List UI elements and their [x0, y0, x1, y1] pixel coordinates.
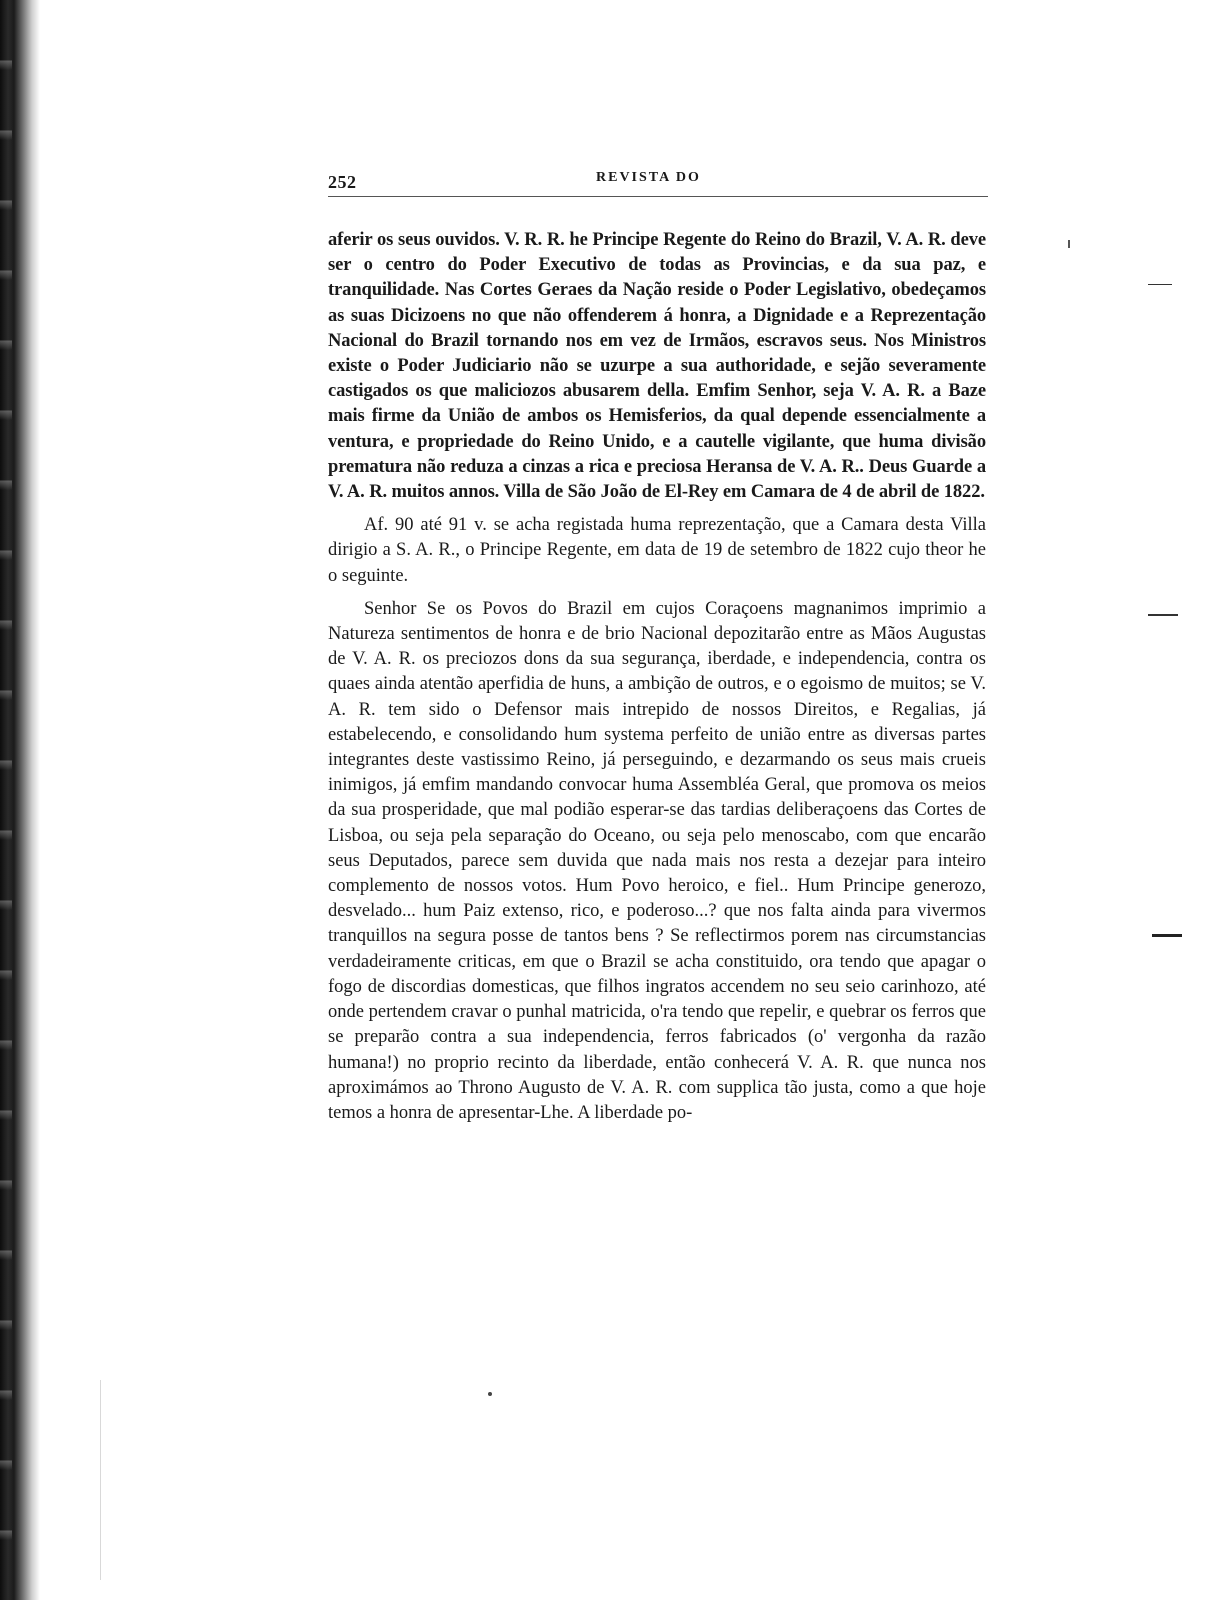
- header-rule: [328, 196, 988, 197]
- ink-speck: [488, 1392, 492, 1396]
- running-title: REVISTA DO: [596, 170, 701, 185]
- scan-artifact-line: [100, 1380, 101, 1580]
- running-header: [328, 168, 986, 194]
- book-page: [328, 168, 986, 1126]
- margin-mark: [1152, 934, 1182, 937]
- paragraph: Af. 90 até 91 v. se acha registada huma reprezentação, que a Camara desta Villa dirigio a S. A. R., o Principe Regente, em data de 19 de setembro de 1822 cujo theor he o seguinte.: [328, 515, 986, 586]
- paragraph: Senhor Se os Povos do Brazil em cujos Coraçoens magnanimos imprimio a Natureza sentimentos de honra e de brio Nacional depozitarão entre as Mãos Augustas de V. A. R. os preciozos dons da sua segurança, iberdade, e independencia, contra os quaes ainda atentão aperfidia de huns, a ambição de outros, e o egoismo de muitos; se V. A. R. tem sido o Defensor mais intrepido de nossos Direitos, e Regalias, já estabelecendo, e consolidando hum systema perfeito de união entre as diversas partes integrantes deste vastissimo Reino, já perseguindo, e dezarmando os seus mais crueis inimigos, já emfim mandando convocar huma Assembléa Geral, que promova os meios da sua prosperidade, que mal podião esperar-se das tardias deliberaçoens das Cortes de Lisboa, ou seja pela separação do Oceano, ou seja pelo menoscabo, com que encarão seus Deputados, parece sem duvida que nada mais nos resta a dezejar para inteiro complemento de nossos votos. Hum Povo heroico, e fiel.. Hum Principe generozo, desvelado... hum Paiz extenso, rico, e poderoso...? que nos falta ainda para vivermos tranquillos na segura posse de tantos bens ? Se reflectirmos porem nas circumstancias verdadeiramente criticas, em que o Brazil se acha constituido, ora tendo que apagar o fogo de discordias domesticas, que filhos ingratos accendem no seu seio carinhozo, até onde pertendem cravar o punhal matricida, o'ra tendo que repelir, e quebrar os ferros que se preparão contra a sua independencia, ferros fabricados (o' vergonha da razão humana!) no proprio recinto da liberdade, então conhecerá V. A. R. que nunca nos aproximámos ao Throno Augusto de V. A. R. com supplica tão justa, como a que hoje temos a honra de apresentar-Lhe. A liberdade po-: [328, 598, 986, 1123]
- body-text: [328, 228, 986, 1126]
- margin-mark: [1068, 240, 1070, 248]
- paragraph: aferir os seus ouvidos. V. R. R. he Principe Regente do Reino do Brazil, V. A. R. deve ser o centro do Poder Executivo de todas as Provincias, e da sua paz, e tranquilidade. Nas Cortes Geraes da Nação reside o Poder Legislativo, obedeçamos as suas Dicizoens no que não offenderem á honra, a Dignidade e a Reprezentação Nacional do Brazil tornando nos em vez de Irmãos, escravos seus. Nos Ministros existe o Poder Judiciario não se uzurpe a sua authoridade, e sejão severamente castigados os que maliciozos abusarem della. Emfim Senhor, seja V. A. R. a Baze mais firme da União de ambos os Hemisferios, da qual depende essencialmente a ventura, e propriedade do Reino Unido, e a cautelle vigilante, que huma divisão prematura não reduza a cinzas a rica e preciosa Heransa de V. A. R.. Deus Guarde a V. A. R. muitos annos. Villa de São João de El-Rey em Camara de 4 de abril de 1822.: [328, 230, 986, 503]
- margin-mark: [1148, 284, 1172, 285]
- scan-binding-edge: [0, 0, 40, 1600]
- page-number: 252: [328, 172, 357, 192]
- margin-mark: [1148, 614, 1178, 616]
